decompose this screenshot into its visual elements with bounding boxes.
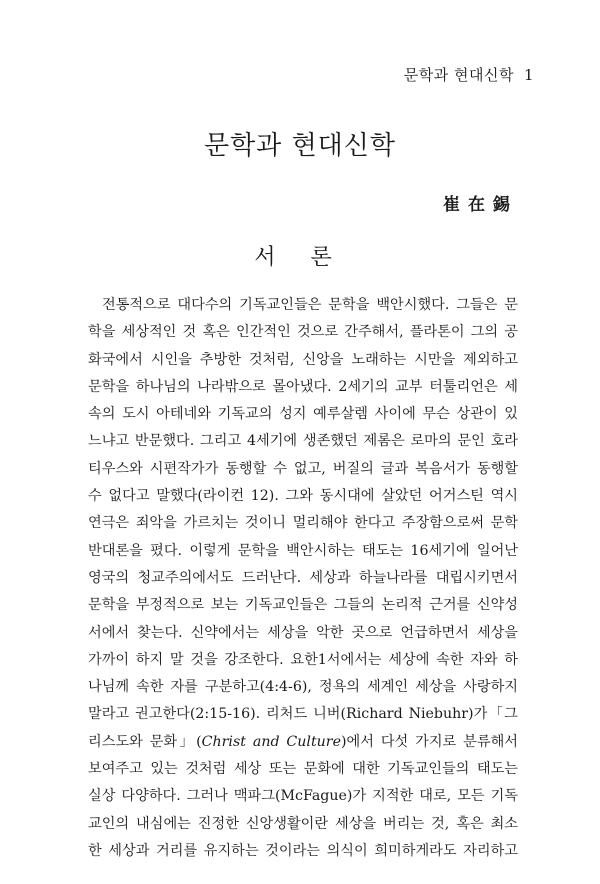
text-line: 교인의 내심에는 진정한 신앙생활이란 세상을 버리는 것, 혹은 최소 — [88, 815, 518, 832]
text-line: 영국의 청교주의에서도 드러난다. 세상과 하늘나라를 대립시키면서 — [88, 569, 518, 586]
body-paragraph — [88, 292, 518, 865]
text-line: 문학을 하나님의 나라밖으로 몰아냈다. 2세기의 교부 터툴리언은 세 — [88, 378, 518, 395]
text-line: 말라고 권고한다(2:15-16). 리처드 니버(Richard Niebuhr)가「그 — [88, 706, 518, 723]
running-header — [404, 64, 534, 85]
text-line: 가까이 하지 말 것을 강조한다. 요한1서에서는 세상에 속한 자와 하 — [88, 651, 518, 668]
text-line: 수 없다고 말했다(라이컨 12). 그와 동시대에 살았던 어거스틴 역시 — [88, 488, 518, 505]
text-line: 속의 도시 아테네와 기독교의 성지 예루살렘 사이에 무슨 상관이 있 — [88, 406, 518, 423]
text-line: 나님께 속한 자를 구분하고(4:4-6), 정욕의 세계인 세상을 사랑하지 — [88, 679, 518, 696]
text-line: 서에서 찾는다. 신약에서는 세상을 악한 곳으로 언급하면서 세상을 — [88, 624, 518, 641]
article-title: 문학과 현대신학 — [203, 131, 397, 161]
text-line: 연극은 죄악을 가르치는 것이니 멀리해야 한다고 주장함으로써 문학 — [88, 515, 518, 532]
text-line: 티우스와 시편작가가 동행할 수 없고, 버질의 글과 복음서가 동행할 — [88, 460, 518, 477]
page-number: 1 — [523, 66, 534, 84]
text-segment: 리스도와 문화」( — [88, 733, 202, 750]
text-line: 반대론을 폈다. 이렇게 문학을 백안시하는 태도는 16세기에 일어난 — [88, 542, 518, 559]
text-line: 실상 다양하다. 그러나 맥파그(McFague)가 지적한 대로, 모든 기독 — [88, 788, 518, 805]
text-line: 한 세상과 거리를 유지하는 것이라는 의식이 희미하게라도 자리하고 — [88, 842, 518, 859]
text-segment: )에서 다섯 가지로 분류해서 — [340, 733, 518, 750]
text-line: 전통적으로 대다수의 기독교인들은 문학을 백안시했다. 그들은 문 — [102, 297, 518, 313]
section-heading: 서 론 — [254, 245, 346, 270]
running-header-title: 문학과 현대신학 — [403, 66, 514, 84]
text-line: 문학을 부정적으로 보는 기독교인들은 그들의 논리적 근거를 신약성 — [88, 597, 518, 614]
text-line: 느냐고 반문했다. 그리고 4세기에 생존했던 제롬은 로마의 문인 호라 — [88, 433, 518, 450]
text-line: 학을 세상적인 것 혹은 인간적인 것으로 간주해서, 플라톤이 그의 공 — [88, 324, 518, 341]
author-name: 崔在錫 — [443, 195, 518, 215]
italic-book-title: Christ and Culture — [201, 733, 341, 750]
text-line-with-italic-title — [88, 729, 518, 756]
text-line: 화국에서 시인을 추방한 것처럼, 신앙을 노래하는 시만을 제외하고 — [88, 351, 518, 368]
text-line: 보여주고 있는 것처럼 세상 또는 문화에 대한 기독교인들의 태도는 — [88, 761, 518, 778]
